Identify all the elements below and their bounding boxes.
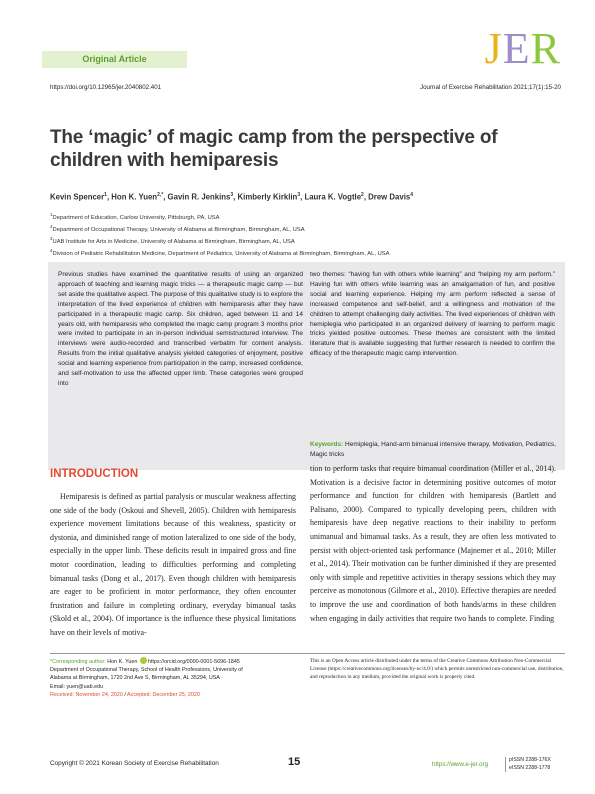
keywords-label: Keywords: <box>310 441 344 448</box>
affiliation: $^2$Department of Occupational Therapy, University of Alabama at Birmingham, Birmingham, AL, USA <box>50 224 305 233</box>
author: Laura K. Vogtle <box>304 192 362 202</box>
issn: pISSN 2288-176X eISSN 2288-1778 <box>509 757 551 771</box>
affiliation: $^1$Department of Education, Carlow University, Pittsburgh, PA, USA <box>50 212 220 221</box>
copyright: Copyright © 2021 Korean Society of Exercise Rehabilitation <box>50 760 219 767</box>
section-heading-introduction: INTRODUCTION <box>50 468 139 480</box>
author-list: Kevin Spencer$^1$, Hon K. Yuen$^{2,*}$, Gavin R. Jenkins$^3$, Kimberly Kirklin$^3$, Laura K. Vogtle$^2$, Drew Davis$^4$ <box>50 192 413 202</box>
doi-link[interactable]: https://doi.org/10.12965/jer.2040802.401 <box>50 84 162 91</box>
keywords-list: Hemiplegia, Hand-arm bimanual intensive therapy, Motivation, Pediatrics, Magic tricks <box>310 441 556 458</box>
affiliation: $^3$UAB Institute for Arts in Medicine, University of Alabama at Birmingham, Birmingham, AL, USA <box>50 236 295 245</box>
affiliation: $^4$Division of Pediatric Rehabilitation Medicine, Department of Pediatrics, University of Alabama at Birmingham, Birmingham, AL, USA <box>50 248 390 257</box>
author: Drew Davis <box>368 192 411 202</box>
orcid-link[interactable]: https://orcid.org/0000-0001-5696-1845 <box>147 659 240 665</box>
author: Kevin Spencer <box>50 192 105 202</box>
keywords <box>310 440 558 460</box>
email-link[interactable]: Email: yuen@uab.edu <box>50 683 104 690</box>
license-note: This is an Open Access article distributed under the terms of the Creative Commons Attribution Non-Commercial License (https://creativecommons.org/licenses/by-nc/4.0/) which permits unrestricted non-commercial use, distribution, and reproduction in any medium, provided the original work is properly cited. <box>310 658 564 681</box>
abstract-text-left: Previous studies have examined the quantitative results of using an organized approach of teaching and learning magic tricks — a therapeutic magic camp — but set aside the qualitative aspect. The purpose of this qualitative study is to explore the interpretation of the lived experience of children with hemiparesis after they have participated in a therapeutic magic camp. Six children, aged between 11 and 14 years old, with hemiparesis who completed the magic camp program 3 months prior were invited to participate in an in-person individual semistructured interview. The interviews were audio-recorded and transcribed verbatim for content analysis. Results from the initial qualitative analysis yielded categories of enjoyment, positive social and learning experience from participation in the camp, increased confidence, and self-motivation to use the affected upper limb. These categories were grouped into <box>58 271 303 387</box>
body-text-left: Hemiparesis is defined as partial paralysis or muscular weakness affecting one side of the body (Oskoui and Shevell, 2005). Children with hemiparesis experience movement limitations because of this weakness, spasticity or dystonia, and diminished range of motion lateralized to one side of the body, especially in the upper limb. These deficits result in impaired gross and fine motor coordination, leading to difficulties performing and completing bimanual tasks (Dong et al., 2017). Even though children with hemiparesis are eager to be proficient in motor performance, they often encounter frustration and failure in completing ordinary, everyday bimanual tasks (Skold et al., 2004). Of importance is the influence these physical limitations have on their levels of motiva- <box>50 492 296 637</box>
journal-logo: JER <box>484 24 561 73</box>
journal-url[interactable]: https://www.e-jer.org <box>432 761 489 768</box>
body-text-right: tion to perform tasks that require bimanual coordination (Miller et al., 2014). Motivation is a decisive factor in determining positive outcomes of motor performance and function for children with hemiparesis (Bartlett and Palisano, 2000). Compared to typically developing peers, children with hemiparesis have deep negative reactions to their inability to perform unimanual and bimanual tasks. As a result, they are often less motivated to persist with object-oriented task performance (Majnemer et al., 2010; Miller et al., 2014). Their motivation can be further diminished if they are presented only with simple and repetitive activities in therapy sessions which they may perceive as monotonous (Gilmore et al., 2010). Effective therapies are needed to improve the use and coordination of both hands/arms in these children when engaging in daily activities that require two hands to complete. Finding <box>310 464 556 623</box>
abstract-text-right: two themes: “having fun with others while learning” and “helping my arm perform.” Having fun with others while learning was an amalgamation of fun, and positive social and learning experience. Helping my arm perform reflected a sense of increased competence and self-belief, and a willingness and motivation of the children to attempt challenging daily activities. The lived experiences of children with hemiplegia who participated in an organized delivery of learning to perform magic tricks yielded positive outcomes. These themes are consistent with the limited literature that is available suggesting that further research is needed to confirm the efficacy of the therapeutic magic camp intervention. <box>310 271 555 358</box>
page-number: 15 <box>288 756 301 768</box>
article-title: The ‘magic’ of magic camp from the perspective of children with hemiparesis <box>50 127 498 171</box>
article-type-tag: Original Article <box>42 51 187 68</box>
author: Kimberly Kirklin <box>237 192 298 202</box>
corresponding-author-note: *Corresponding author: Hon K. Yuen https://orcid.org/0000-0001-5696-1845 Department of Occupational Therapy, School of Health Professions, University of Alabama at Birmingham, 1720 2nd Ave S, Birmingham, AL 35294, USA Email: yuen@uab.edu Received: November 24, 2020 / Accepted: December 25, 2020 <box>50 659 243 698</box>
footer-divider <box>505 757 506 772</box>
author: Gavin R. Jenkins <box>167 192 231 202</box>
footnote-divider <box>50 653 565 654</box>
orcid-icon <box>140 657 147 664</box>
journal-reference: Journal of Exercise Rehabilitation 2021;17(1):15-20 <box>419 84 561 91</box>
author: Hon K. Yuen <box>111 192 158 202</box>
